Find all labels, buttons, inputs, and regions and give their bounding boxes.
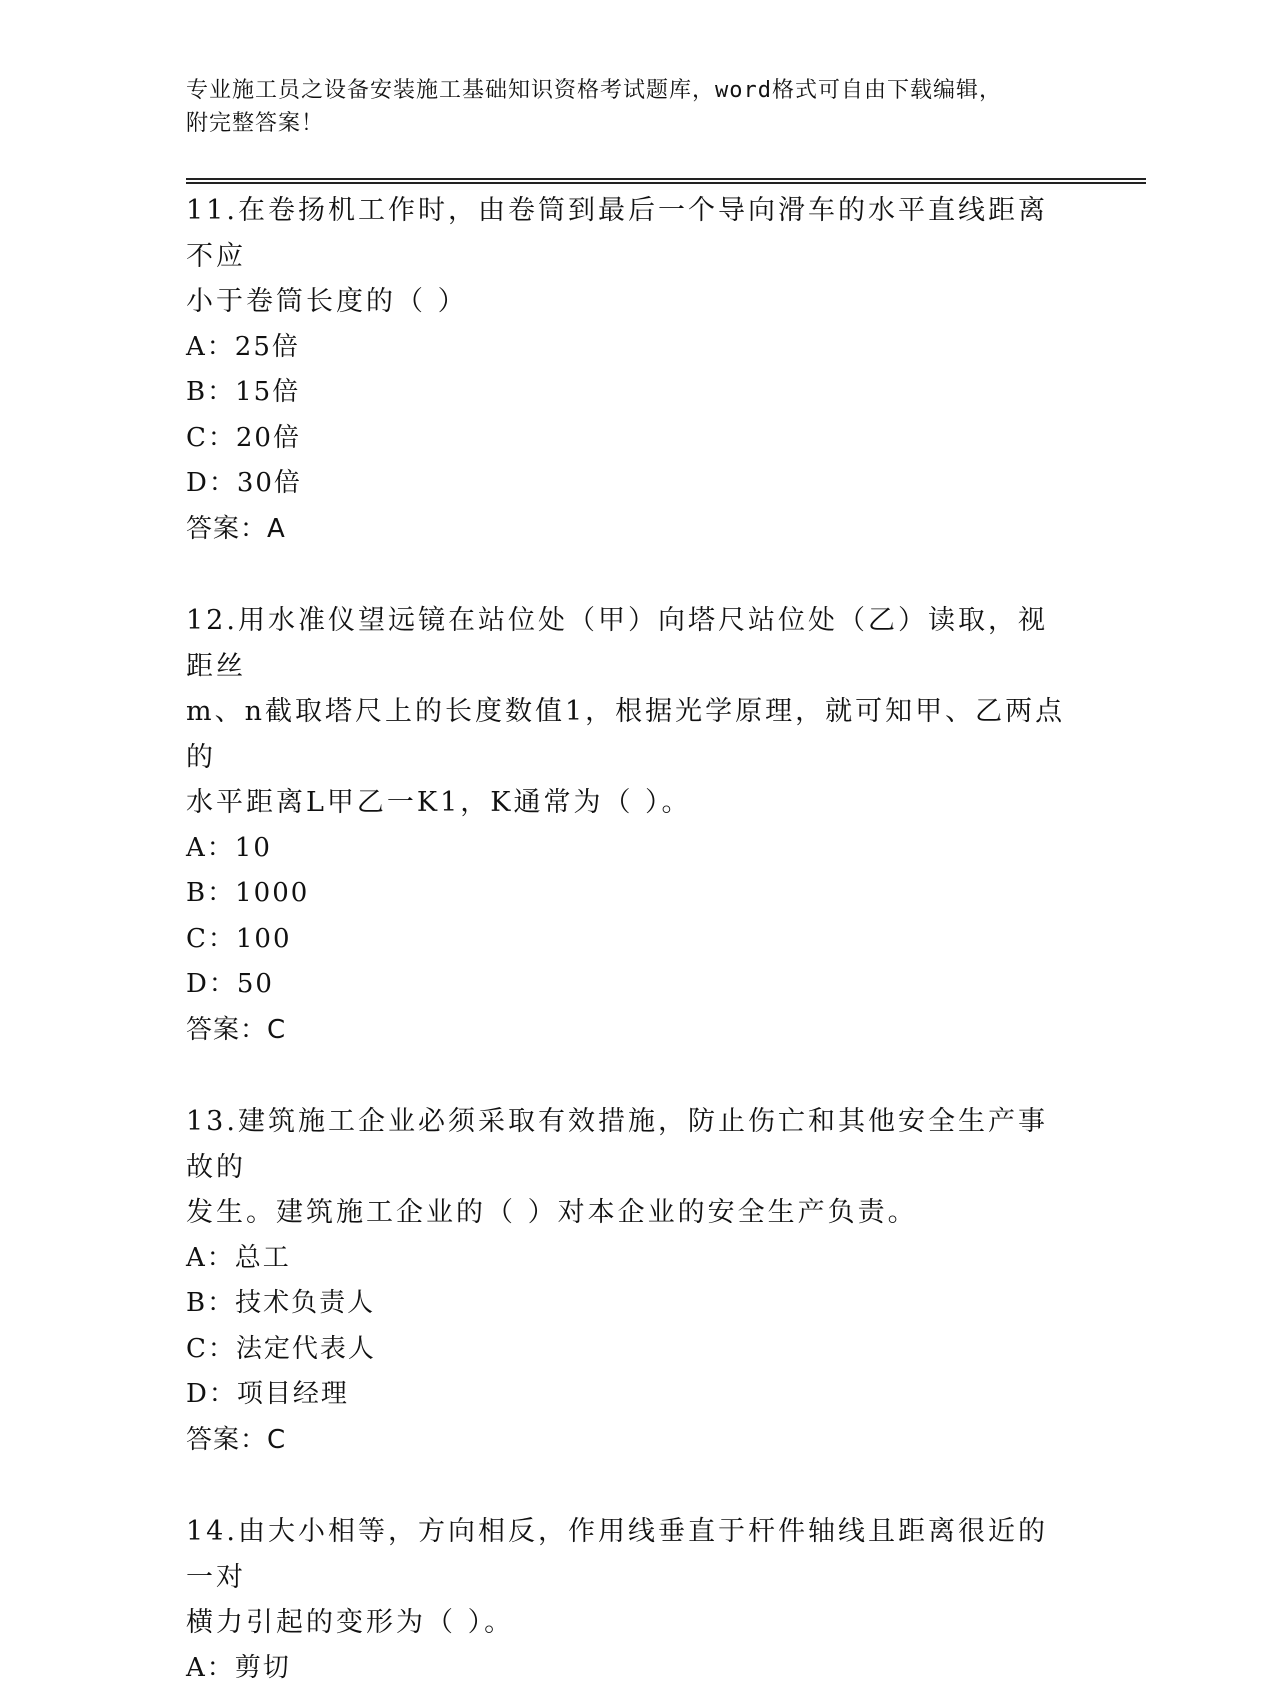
option-a: A：10 bbox=[186, 826, 1066, 872]
option-a: A：剪切 bbox=[186, 1646, 1066, 1691]
option-a: A：总工 bbox=[186, 1236, 1066, 1282]
header-line-2: 附完整答案！ bbox=[186, 107, 1066, 140]
option-c: C：100 bbox=[186, 917, 1066, 963]
option-c: C：法定代表人 bbox=[186, 1327, 1066, 1373]
question-spacer bbox=[186, 552, 1066, 598]
question-stem-line: 横力引起的变形为（ ）。 bbox=[186, 1600, 1066, 1646]
question-12 bbox=[186, 598, 1066, 1053]
option-b: B：技术负责人 bbox=[186, 1281, 1066, 1327]
question-13 bbox=[186, 1099, 1066, 1463]
answer-line: 答案：A bbox=[186, 507, 1066, 553]
question-stem-line: 小于卷筒长度的（ ） bbox=[186, 279, 1066, 325]
question-list bbox=[186, 188, 1066, 1691]
option-a: A：25倍 bbox=[186, 325, 1066, 371]
question-stem-line: 14.由大小相等，方向相反，作用线垂直于杆件轴线且距离很近的一对 bbox=[186, 1509, 1066, 1600]
question-stem-line: 12.用水准仪望远镜在站位处（甲）向塔尺站位处（乙）读取，视距丝 bbox=[186, 598, 1066, 689]
question-stem-line: 水平距离L甲乙一K1，K通常为（ ）。 bbox=[186, 780, 1066, 826]
question-11 bbox=[186, 188, 1066, 552]
question-stem-line: 发生。建筑施工企业的（ ）对本企业的安全生产负责。 bbox=[186, 1190, 1066, 1236]
question-14 bbox=[186, 1509, 1066, 1691]
document-header bbox=[186, 74, 1066, 140]
option-d: D：项目经理 bbox=[186, 1372, 1066, 1418]
question-spacer bbox=[186, 1053, 1066, 1099]
question-stem-line: 13.建筑施工企业必须采取有效措施，防止伤亡和其他安全生产事故的 bbox=[186, 1099, 1066, 1190]
answer-line: 答案：C bbox=[186, 1008, 1066, 1054]
question-spacer bbox=[186, 1463, 1066, 1509]
question-stem-line: 11.在卷扬机工作时，由卷筒到最后一个导向滑车的水平直线距离不应 bbox=[186, 188, 1066, 279]
option-d: D：50 bbox=[186, 962, 1066, 1008]
question-stem-line: m、n截取塔尺上的长度数值1，根据光学原理，就可知甲、乙两点的 bbox=[186, 689, 1066, 780]
header-divider-top bbox=[186, 178, 1146, 180]
option-d: D：30倍 bbox=[186, 461, 1066, 507]
option-b: B：1000 bbox=[186, 871, 1066, 917]
header-divider-bottom bbox=[186, 182, 1146, 184]
answer-line: 答案：C bbox=[186, 1418, 1066, 1464]
option-b: B：15倍 bbox=[186, 370, 1066, 416]
option-c: C：20倍 bbox=[186, 416, 1066, 462]
header-line-1: 专业施工员之设备安装施工基础知识资格考试题库，word格式可自由下载编辑， bbox=[186, 74, 1066, 107]
